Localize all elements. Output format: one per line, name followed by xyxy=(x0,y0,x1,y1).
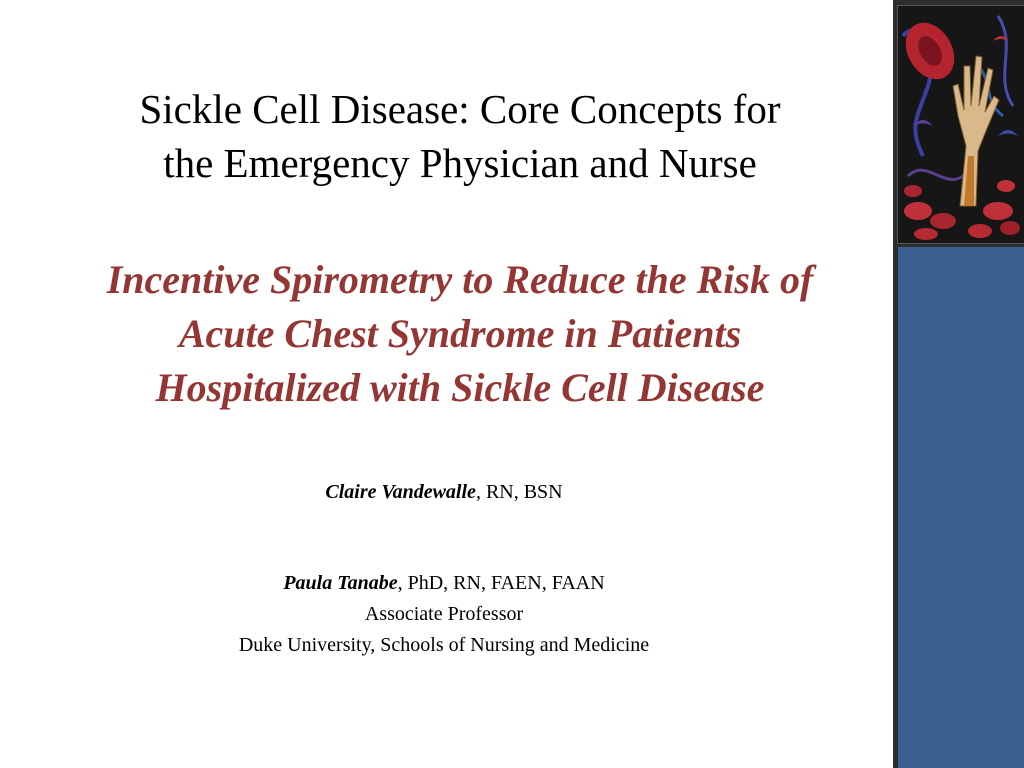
author-name: Claire Vandewalle xyxy=(325,481,476,503)
sickle-cell-artwork-hand-icon xyxy=(897,5,1024,244)
subtitle-line-2: Acute Chest Syndrome in Patients xyxy=(178,311,742,356)
author-name-line xyxy=(0,568,888,599)
author-name: Paula Tanabe xyxy=(283,572,398,594)
author-affiliation: Duke University, Schools of Nursing and Medicine xyxy=(238,634,650,656)
slide-title xyxy=(0,82,920,190)
subtitle-line-1: Incentive Spirometry to Reduce the Risk of xyxy=(106,257,814,302)
author-claire xyxy=(0,478,888,506)
title-line-2: the Emergency Physician and Nurse xyxy=(163,140,757,186)
author-credentials: , RN, BSN xyxy=(475,481,563,503)
sidebar-blue-panel xyxy=(898,247,1024,768)
author-paula xyxy=(0,568,888,661)
title-line-1: Sickle Cell Disease: Core Concepts for xyxy=(139,86,781,132)
subtitle-line-3: Hospitalized with Sickle Cell Disease xyxy=(155,365,765,410)
author-position: Associate Professor xyxy=(364,603,524,625)
author-credentials: , PhD, RN, FAEN, FAAN xyxy=(397,572,605,594)
slide-subtitle xyxy=(0,253,920,415)
